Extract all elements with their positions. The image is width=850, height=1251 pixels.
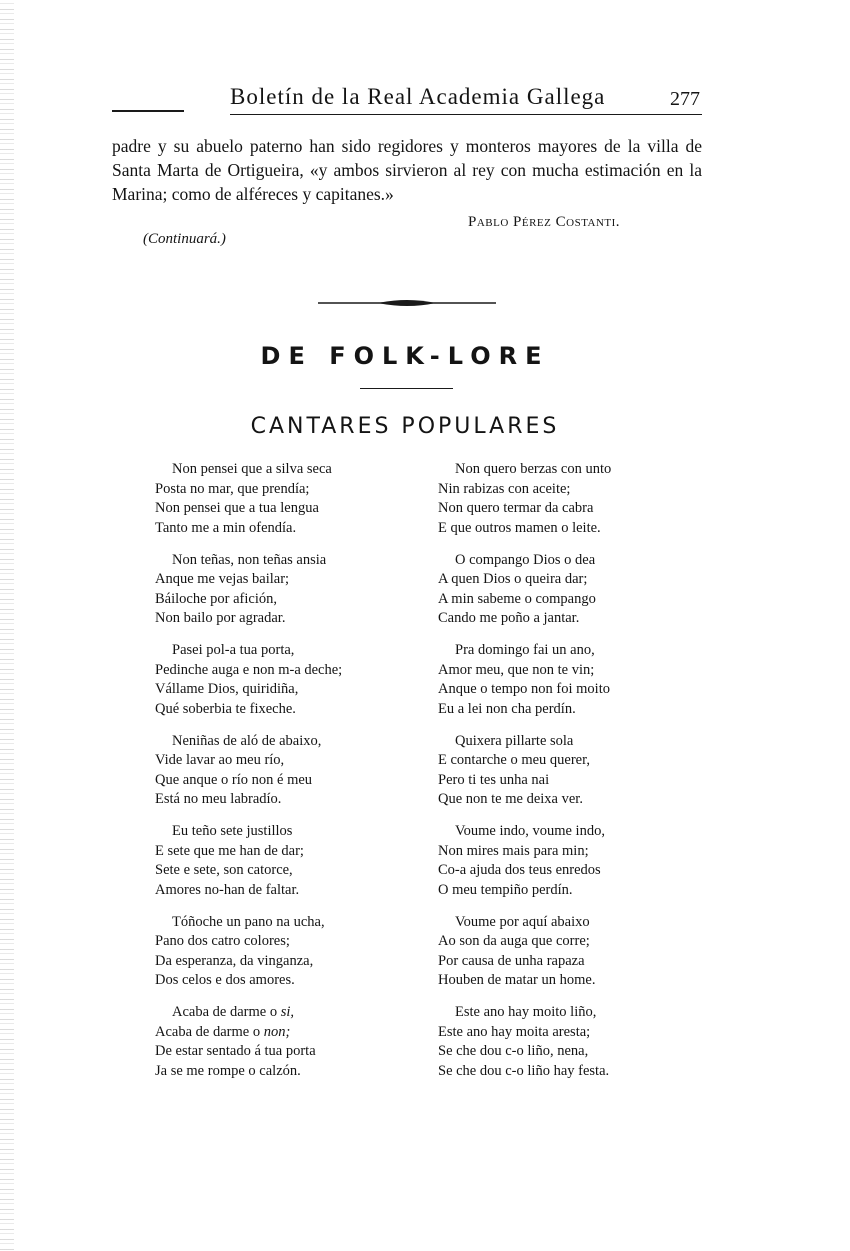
verse-line: Non pensei que a tua lengua [155,500,319,516]
verse-stanza [155,551,425,629]
verse-line: Ao son da auga que corre; [438,933,590,949]
author-signature: Pablo Pérez Costanti. [468,214,621,230]
prose-continuation [112,134,702,206]
verse-line: O compango Dios o dea [455,551,596,568]
header-rule-left [112,110,184,112]
verse-line: Pano dos catro colores; [155,933,290,949]
verse-line: A quen Dios o queira dar; [438,571,588,587]
verse-line: Acaba de darme o si, [172,1004,294,1020]
verse-line: Non pensei que a silva seca [172,461,332,477]
verse-line: Báiloche por afición, [155,590,277,607]
verse-line: Que non te me deixa ver. [438,791,583,807]
verse-line: Dos celos e dos amores. [155,972,295,988]
verse-line: Está no meu labradío. [155,791,282,807]
verse-line: Qué soberbia te fixeche. [155,700,296,717]
scan-edge [0,0,14,1251]
verse-line: Pra domingo fai un ano, [455,642,595,658]
verse-line: E contarche o meu querer, [438,752,590,768]
verse-line: Este ano hay moito liño, [455,1004,597,1020]
verse-stanza [438,551,718,629]
running-header [112,84,702,118]
section-rule [360,388,453,389]
continued-note: (Continuará.) [143,231,226,247]
verse-line: Se che dou c-o liño, nena, [438,1043,589,1059]
section-subtitle: CANTARES POPULARES [250,414,560,439]
verse-line: Amores no-han de faltar. [155,881,300,898]
verse-line: Vide lavar ao meu río, [155,752,285,768]
prose-paragraph: padre y su abuelo paterno han sido regidores y monteros mayores de la villa de Santa Marta de Ortigueira, «y ambos sirvieron al rey con mucha estimación en la Marina; como de alféreces y capitanes.» [112,136,702,204]
verse-line: E sete que me han de dar; [155,842,304,859]
verse-line: Se che dou c-o liño hay festa. [438,1062,610,1079]
verse-line: Quixera pillarte sola [455,732,574,749]
verse-stanza [438,732,718,810]
verse-line: Houben de matar un home. [438,972,596,988]
section-title: DE FOLK-LORE [260,342,550,370]
verse-stanza [438,641,718,719]
verse-stanza [155,913,425,991]
verse-line: O meu tempiño perdín. [438,881,573,898]
verse-stanza [438,460,718,538]
verse-line: Eu teño sete justillos [172,823,293,839]
header-rule [230,114,702,115]
verse-line: Co-a ajuda dos teus enredos [438,862,601,878]
verse-line: Non mires mais para min; [438,842,589,859]
verse-line: De estar sentado á tua porta [155,1043,316,1059]
verse-line: Ja se me rompe o calzón. [155,1062,301,1079]
journal-title: Boletín de la Real Academia Gallega [230,84,606,109]
verse-column-right [438,460,718,1094]
verse-stanza [155,641,425,719]
verse-stanza [155,1003,425,1081]
verse-line: Vállame Dios, quiridiña, [155,681,299,697]
verse-line: Voume por aquí abaixo [455,913,590,930]
verse-stanza [155,732,425,810]
verse-column-left [155,460,425,1094]
verse-line: Non teñas, non teñas ansia [172,551,327,568]
verse-line: Amor meu, que non te vin; [438,661,595,678]
verse-stanza [438,1003,718,1081]
verse-line: Neniñas de aló de abaixo, [172,732,322,749]
verse-line: Anque me vejas bailar; [155,571,290,587]
verse-line: Cando me poño a jantar. [438,610,580,626]
verse-line: Este ano hay moita aresta; [438,1023,591,1040]
verse-line: Anque o tempo non foi moito [438,681,610,697]
verse-line: E que outros mamen o leite. [438,519,601,536]
verse-line: Sete e sete, son catorce, [155,862,293,878]
verse-line: Por causa de unha rapaza [438,952,585,969]
verse-stanza [438,913,718,991]
verse-line: Non bailo por agradar. [155,610,286,626]
verse-line: Que anque o río non é meu [155,771,313,788]
verse-line: Posta no mar, que prendía; [155,480,310,497]
verse-stanza [155,460,425,538]
verse-line: Pasei pol-a tua porta, [172,642,295,658]
verse-stanza [155,822,425,900]
verse-line: Tanto me a min ofendía. [155,519,297,536]
verse-line: Pedinche auga e non m-a deche; [155,661,343,678]
ornament-divider [318,296,496,310]
verse-line: A min sabeme o compango [438,590,596,607]
verse-line: Non quero termar da cabra [438,500,594,516]
verse-line: Eu a lei non cha perdín. [438,700,576,717]
page-number: 277 [670,88,700,110]
verse-line: Acaba de darme o non; [155,1023,291,1040]
verse-stanza [438,822,718,900]
verse-line: Tóñoche un pano na ucha, [172,913,325,930]
verse-line: Voume indo, voume indo, [455,823,605,839]
verse-line: Da esperanza, da vinganza, [155,952,314,969]
verse-line: Non quero berzas con unto [455,461,612,477]
verse-line: Nin rabizas con aceite; [438,480,571,497]
verse-line: Pero ti tes unha nai [438,771,550,788]
